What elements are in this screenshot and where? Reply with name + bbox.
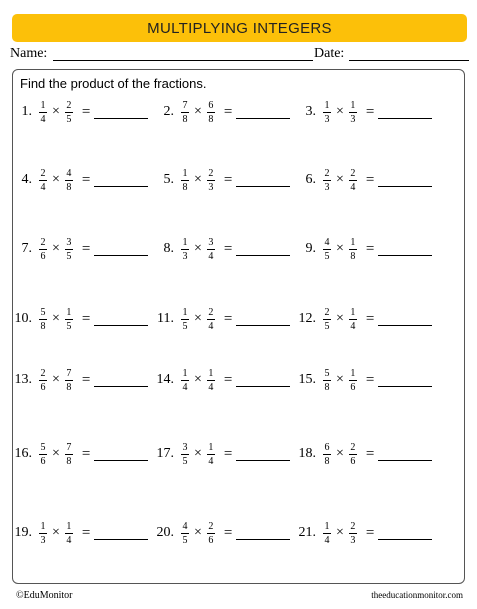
- equals-sign: =: [365, 103, 375, 120]
- equals-sign: =: [223, 371, 233, 388]
- answer-blank[interactable]: [236, 539, 290, 540]
- denominator: 8: [324, 381, 330, 393]
- answer-blank[interactable]: [236, 118, 290, 119]
- fraction-a: [39, 442, 47, 467]
- multiply-sign: ×: [336, 172, 344, 187]
- denominator: 8: [208, 113, 214, 125]
- denominator: 3: [40, 534, 46, 546]
- fraction-a: [181, 168, 189, 193]
- numerator: 2: [66, 99, 72, 111]
- fraction-bar: [323, 380, 331, 381]
- fraction-b: [349, 307, 357, 332]
- answer-blank[interactable]: [378, 186, 432, 187]
- answer-blank[interactable]: [94, 460, 148, 461]
- answer-blank[interactable]: [94, 118, 148, 119]
- fraction-a: [323, 168, 331, 193]
- fraction-bar: [39, 249, 47, 250]
- numerator: 4: [324, 236, 330, 248]
- numerator: 4: [182, 520, 188, 532]
- problem-item: [14, 163, 164, 197]
- fraction-b: [65, 307, 73, 332]
- fraction-bar: [39, 319, 47, 320]
- denominator: 4: [208, 381, 214, 393]
- denominator: 4: [208, 320, 214, 332]
- fraction-a: [39, 168, 47, 193]
- problem-number: 17.: [156, 446, 174, 461]
- numerator: 1: [208, 441, 214, 453]
- denominator: 8: [324, 455, 330, 467]
- denominator: 6: [350, 455, 356, 467]
- equals-sign: =: [223, 524, 233, 541]
- fraction-b: [349, 168, 357, 193]
- answer-blank[interactable]: [94, 539, 148, 540]
- fraction-bar: [207, 533, 215, 534]
- fraction-bar: [39, 454, 47, 455]
- problem-item: [298, 163, 448, 197]
- problem-item: [156, 363, 306, 397]
- fraction-bar: [323, 454, 331, 455]
- answer-blank[interactable]: [378, 460, 432, 461]
- equals-sign: =: [365, 445, 375, 462]
- fraction-bar: [39, 533, 47, 534]
- fraction-b: [207, 521, 215, 546]
- fraction-a: [181, 307, 189, 332]
- denominator: 8: [66, 181, 72, 193]
- multiply-sign: ×: [194, 311, 202, 326]
- name-field[interactable]: [53, 60, 313, 61]
- equals-sign: =: [81, 524, 91, 541]
- equals-sign: =: [223, 240, 233, 257]
- equals-sign: =: [81, 445, 91, 462]
- denominator: 3: [350, 534, 356, 546]
- answer-blank[interactable]: [94, 255, 148, 256]
- answer-blank[interactable]: [236, 255, 290, 256]
- numerator: 1: [208, 367, 214, 379]
- fraction-a: [39, 521, 47, 546]
- fraction-bar: [323, 319, 331, 320]
- fraction-a: [181, 237, 189, 262]
- fraction-b: [207, 168, 215, 193]
- denominator: 5: [324, 320, 330, 332]
- problem-number: 9.: [305, 241, 316, 256]
- numerator: 2: [324, 167, 330, 179]
- numerator: 1: [182, 236, 188, 248]
- fraction-bar: [207, 180, 215, 181]
- answer-blank[interactable]: [378, 386, 432, 387]
- denominator: 6: [208, 534, 214, 546]
- denominator: 8: [182, 181, 188, 193]
- denominator: 5: [182, 320, 188, 332]
- fraction-bar: [323, 533, 331, 534]
- fraction-a: [323, 100, 331, 125]
- answer-blank[interactable]: [378, 255, 432, 256]
- equals-sign: =: [365, 240, 375, 257]
- fraction-a: [181, 442, 189, 467]
- fraction-bar: [349, 454, 357, 455]
- answer-blank[interactable]: [236, 386, 290, 387]
- multiply-sign: ×: [194, 172, 202, 187]
- problem-number: 14.: [156, 372, 174, 387]
- fraction-bar: [323, 112, 331, 113]
- problem-item: [14, 516, 164, 550]
- problem-item: [14, 302, 164, 336]
- numerator: 1: [350, 99, 356, 111]
- denominator: 6: [350, 381, 356, 393]
- numerator: 3: [182, 441, 188, 453]
- multiply-sign: ×: [52, 372, 60, 387]
- answer-blank[interactable]: [94, 186, 148, 187]
- problem-item: [156, 95, 306, 129]
- fraction-a: [181, 521, 189, 546]
- fraction-a: [323, 521, 331, 546]
- fraction-b: [349, 442, 357, 467]
- multiply-sign: ×: [336, 446, 344, 461]
- answer-blank[interactable]: [378, 118, 432, 119]
- problem-number: 12.: [298, 311, 316, 326]
- fraction-bar: [39, 180, 47, 181]
- equals-sign: =: [365, 524, 375, 541]
- fraction-a: [323, 307, 331, 332]
- fraction-bar: [349, 319, 357, 320]
- multiply-sign: ×: [336, 372, 344, 387]
- numerator: 2: [324, 306, 330, 318]
- denominator: 8: [66, 455, 72, 467]
- denominator: 5: [182, 455, 188, 467]
- equals-sign: =: [223, 310, 233, 327]
- equals-sign: =: [365, 371, 375, 388]
- name-label: Name:: [10, 46, 48, 61]
- numerator: 2: [350, 167, 356, 179]
- multiply-sign: ×: [194, 446, 202, 461]
- fraction-b: [349, 100, 357, 125]
- copyright-label: ©EduMonitor: [16, 590, 73, 601]
- problem-number: 5.: [163, 172, 174, 187]
- fraction-bar: [181, 112, 189, 113]
- multiply-sign: ×: [336, 525, 344, 540]
- problem-item: [156, 437, 306, 471]
- multiply-sign: ×: [336, 104, 344, 119]
- numerator: 1: [66, 520, 72, 532]
- denominator: 8: [350, 250, 356, 262]
- answer-blank[interactable]: [378, 539, 432, 540]
- denominator: 8: [66, 381, 72, 393]
- denominator: 4: [66, 534, 72, 546]
- multiply-sign: ×: [52, 311, 60, 326]
- fraction-a: [181, 100, 189, 125]
- problem-number: 18.: [298, 446, 316, 461]
- denominator: 3: [324, 113, 330, 125]
- denominator: 5: [324, 250, 330, 262]
- fraction-bar: [65, 319, 73, 320]
- fraction-bar: [349, 249, 357, 250]
- fraction-b: [207, 237, 215, 262]
- problem-item: [156, 163, 306, 197]
- numerator: 1: [40, 520, 46, 532]
- numerator: 1: [182, 367, 188, 379]
- fraction-b: [207, 100, 215, 125]
- multiply-sign: ×: [52, 241, 60, 256]
- fraction-bar: [181, 454, 189, 455]
- problem-item: [156, 232, 306, 266]
- problem-number: 15.: [298, 372, 316, 387]
- problem-number: 20.: [156, 525, 174, 540]
- multiply-sign: ×: [52, 525, 60, 540]
- answer-blank[interactable]: [94, 386, 148, 387]
- problem-item: [298, 95, 448, 129]
- equals-sign: =: [81, 240, 91, 257]
- problem-item: [298, 232, 448, 266]
- equals-sign: =: [223, 445, 233, 462]
- fraction-bar: [181, 249, 189, 250]
- answer-blank[interactable]: [236, 325, 290, 326]
- fraction-b: [65, 237, 73, 262]
- numerator: 2: [40, 236, 46, 248]
- fraction-bar: [65, 454, 73, 455]
- answer-blank[interactable]: [94, 325, 148, 326]
- denominator: 5: [66, 113, 72, 125]
- numerator: 1: [182, 306, 188, 318]
- answer-blank[interactable]: [236, 186, 290, 187]
- numerator: 7: [66, 367, 72, 379]
- numerator: 1: [66, 306, 72, 318]
- fraction-b: [349, 368, 357, 393]
- fraction-b: [65, 521, 73, 546]
- fraction-bar: [39, 112, 47, 113]
- fraction-bar: [207, 319, 215, 320]
- problem-item: [14, 363, 164, 397]
- problem-number: 21.: [298, 525, 316, 540]
- problem-number: 6.: [305, 172, 316, 187]
- numerator: 2: [40, 367, 46, 379]
- fraction-bar: [65, 380, 73, 381]
- fraction-bar: [65, 112, 73, 113]
- multiply-sign: ×: [52, 172, 60, 187]
- denominator: 4: [182, 381, 188, 393]
- worksheet-title: MULTIPLYING INTEGERS: [12, 14, 467, 42]
- problem-number: 10.: [14, 311, 32, 326]
- multiply-sign: ×: [52, 104, 60, 119]
- problem-item: [14, 232, 164, 266]
- fraction-bar: [349, 533, 357, 534]
- problem-number: 13.: [14, 372, 32, 387]
- numerator: 5: [324, 367, 330, 379]
- multiply-sign: ×: [336, 311, 344, 326]
- denominator: 4: [208, 455, 214, 467]
- problem-number: 19.: [14, 525, 32, 540]
- fraction-b: [207, 307, 215, 332]
- date-label: Date:: [314, 46, 345, 61]
- equals-sign: =: [365, 310, 375, 327]
- fraction-b: [207, 442, 215, 467]
- denominator: 4: [350, 320, 356, 332]
- fraction-bar: [65, 249, 73, 250]
- fraction-bar: [323, 249, 331, 250]
- denominator: 3: [182, 250, 188, 262]
- problem-number: 16.: [14, 446, 32, 461]
- fraction-bar: [181, 533, 189, 534]
- name-date-row: [10, 46, 470, 64]
- problem-item: [156, 302, 306, 336]
- fraction-bar: [349, 112, 357, 113]
- numerator: 6: [324, 441, 330, 453]
- fraction-a: [39, 368, 47, 393]
- fraction-b: [349, 237, 357, 262]
- instruction-text: Find the product of the fractions.: [20, 76, 207, 91]
- numerator: 5: [40, 441, 46, 453]
- fraction-a: [39, 307, 47, 332]
- denominator: 4: [208, 250, 214, 262]
- fraction-bar: [207, 380, 215, 381]
- problem-item: [14, 437, 164, 471]
- equals-sign: =: [81, 310, 91, 327]
- fraction-b: [65, 168, 73, 193]
- fraction-a: [39, 100, 47, 125]
- numerator: 1: [350, 367, 356, 379]
- fraction-b: [65, 442, 73, 467]
- equals-sign: =: [81, 103, 91, 120]
- fraction-a: [323, 368, 331, 393]
- multiply-sign: ×: [194, 241, 202, 256]
- equals-sign: =: [365, 171, 375, 188]
- fraction-bar: [65, 533, 73, 534]
- denominator: 8: [182, 113, 188, 125]
- fraction-b: [65, 100, 73, 125]
- fraction-bar: [207, 249, 215, 250]
- fraction-bar: [65, 180, 73, 181]
- numerator: 1: [182, 167, 188, 179]
- numerator: 1: [350, 236, 356, 248]
- fraction-bar: [349, 180, 357, 181]
- multiply-sign: ×: [52, 446, 60, 461]
- numerator: 3: [208, 236, 214, 248]
- fraction-a: [181, 368, 189, 393]
- numerator: 2: [208, 520, 214, 532]
- fraction-bar: [323, 180, 331, 181]
- numerator: 7: [66, 441, 72, 453]
- numerator: 3: [66, 236, 72, 248]
- date-field[interactable]: [349, 60, 469, 61]
- numerator: 2: [350, 520, 356, 532]
- denominator: 4: [40, 181, 46, 193]
- problem-number: 2.: [163, 104, 174, 119]
- problem-number: 3.: [305, 104, 316, 119]
- fraction-a: [323, 237, 331, 262]
- denominator: 4: [324, 534, 330, 546]
- problem-number: 4.: [21, 172, 32, 187]
- problem-number: 11.: [157, 311, 174, 326]
- multiply-sign: ×: [194, 104, 202, 119]
- equals-sign: =: [81, 371, 91, 388]
- denominator: 5: [66, 320, 72, 332]
- numerator: 2: [350, 441, 356, 453]
- problem-number: 7.: [21, 241, 32, 256]
- problem-item: [298, 363, 448, 397]
- denominator: 3: [208, 181, 214, 193]
- problem-item: [298, 302, 448, 336]
- problem-number: 8.: [163, 241, 174, 256]
- numerator: 4: [66, 167, 72, 179]
- problem-item: [14, 95, 164, 129]
- numerator: 1: [324, 99, 330, 111]
- fraction-a: [323, 442, 331, 467]
- problem-item: [298, 516, 448, 550]
- numerator: 6: [208, 99, 214, 111]
- fraction-b: [65, 368, 73, 393]
- denominator: 5: [66, 250, 72, 262]
- numerator: 1: [324, 520, 330, 532]
- equals-sign: =: [223, 171, 233, 188]
- equals-sign: =: [81, 171, 91, 188]
- denominator: 4: [350, 181, 356, 193]
- answer-blank[interactable]: [236, 460, 290, 461]
- fraction-bar: [181, 319, 189, 320]
- equals-sign: =: [223, 103, 233, 120]
- numerator: 5: [40, 306, 46, 318]
- denominator: 6: [40, 455, 46, 467]
- problem-number: 1.: [21, 104, 32, 119]
- denominator: 6: [40, 250, 46, 262]
- multiply-sign: ×: [194, 372, 202, 387]
- website-label: theeducationmonitor.com: [371, 590, 463, 600]
- numerator: 1: [40, 99, 46, 111]
- fraction-bar: [207, 454, 215, 455]
- fraction-a: [39, 237, 47, 262]
- fraction-bar: [207, 112, 215, 113]
- fraction-bar: [181, 380, 189, 381]
- denominator: 3: [350, 113, 356, 125]
- numerator: 2: [208, 306, 214, 318]
- denominator: 6: [40, 381, 46, 393]
- problem-item: [156, 516, 306, 550]
- denominator: 5: [182, 534, 188, 546]
- multiply-sign: ×: [336, 241, 344, 256]
- multiply-sign: ×: [194, 525, 202, 540]
- numerator: 2: [40, 167, 46, 179]
- numerator: 1: [350, 306, 356, 318]
- denominator: 3: [324, 181, 330, 193]
- fraction-b: [349, 521, 357, 546]
- fraction-bar: [181, 180, 189, 181]
- numerator: 2: [208, 167, 214, 179]
- numerator: 7: [182, 99, 188, 111]
- problem-item: [298, 437, 448, 471]
- denominator: 4: [40, 113, 46, 125]
- fraction-b: [207, 368, 215, 393]
- fraction-bar: [349, 380, 357, 381]
- denominator: 8: [40, 320, 46, 332]
- fraction-bar: [39, 380, 47, 381]
- answer-blank[interactable]: [378, 325, 432, 326]
